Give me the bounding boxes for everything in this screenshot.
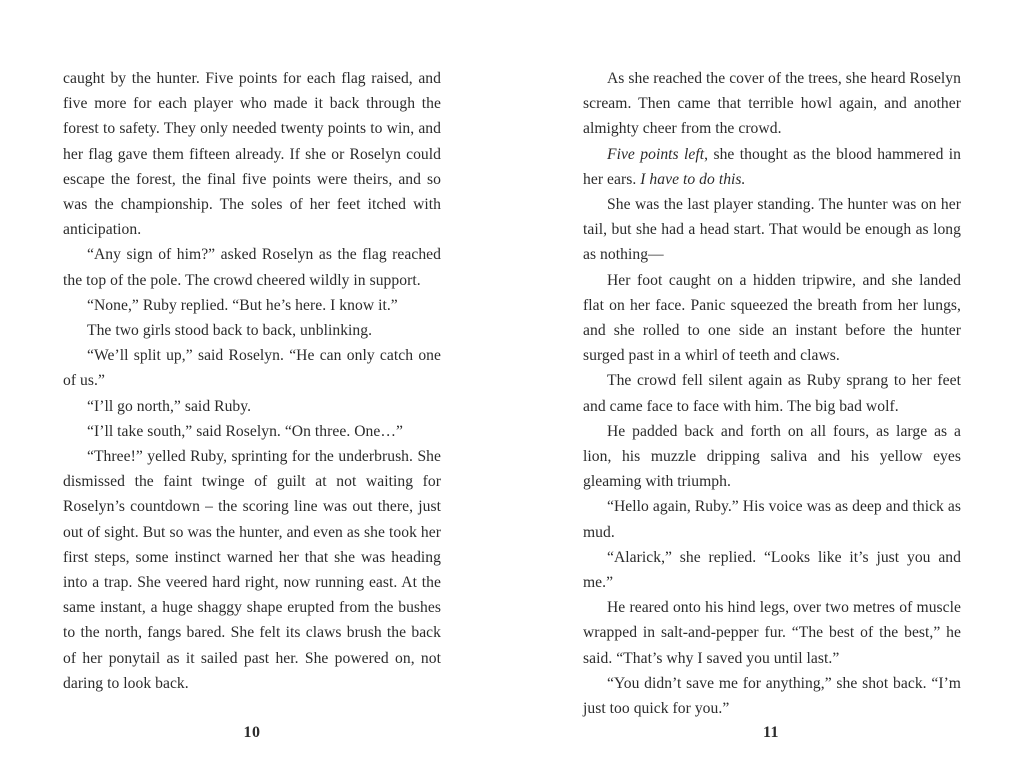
paragraph: caught by the hunter. Five points for each flag raised, and five more for each player who made it back through the forest to safety. They only needed twenty points to win, and her flag gave them fifteen already. If she or Roselyn could escape the forest, the final five points were theirs, and so was the championship. The soles of her feet itched with anticipation. — [63, 70, 441, 239]
paragraph: “Hello again, Ruby.” His voice was as deep and thick as mud. — [583, 498, 961, 541]
paragraph: “I’ll go north,” said Ruby. — [87, 397, 252, 415]
paragraph: “You didn’t save me for anything,” she shot back. “I’m just too quick for you.” — [583, 674, 961, 718]
italic-thought: to do this. — [683, 170, 746, 188]
paragraph: “None,” Ruby replied. “But he’s here. I know it.” — [87, 296, 398, 314]
paragraph: He reared onto his hind legs, over two metres of muscle wrapped in salt-and-pepper fur. “The best of the best,” he said. “That’s why I saved you until last.” — [583, 599, 961, 667]
paragraph — [583, 142, 961, 192]
paragraph-text: , she thought as the blood hammered in her ears. — [583, 145, 961, 188]
paragraph: Her foot caught on a hidden tripwire, and she landed flat on her face. Panic squeezed the breath from her lungs, and she rolled to one side an instant before the hunter surged past in a whirl of teeth and claws. — [583, 271, 961, 365]
paragraph: “We’ll split up,” said Roselyn. “He can only catch one of us.” — [63, 347, 441, 390]
paragraph: He padded back and forth on all fours, as large as a lion, his muzzle dripping saliva and his yellow eyes gleaming with triumph. — [583, 422, 961, 491]
paragraph: “I’ll take south,” said Roselyn. “On three. One…” — [87, 422, 403, 440]
paragraph: “Alarick,” she replied. “Looks like it’s just you and me.” — [583, 548, 961, 592]
paragraph: As she reached the cover of the trees, she heard Roselyn scream. Then came that terrible howl again, and another almighty cheer from the crowd. — [583, 70, 961, 138]
left-page-text — [63, 66, 441, 696]
paragraph: The crowd fell silent again as Ruby sprang to her feet and came face to face with him. The big bad wolf. — [583, 372, 961, 415]
paragraph: The two girls stood back to back, unblinking. — [87, 322, 373, 340]
page-number: 10 — [243, 724, 261, 741]
italic-thought: Five points left — [607, 145, 705, 163]
page-number: 11 — [762, 724, 780, 741]
paragraph: “Three!” yelled Ruby, sprinting for the underbrush. She dismissed the faint twinge of guilt at not waiting for Roselyn’s countdown – the scoring line was out there, just out of sight. But so was the hunter, and even as she took her first steps, some instinct warned her that she was heading into a trap. She veered hard right, now running east. At the same instant, a huge shaggy shape erupted from the bushes to the north, fangs bared. She felt its claws brush the back of her ponytail as it sailed past her. She powered on, not daring to look back. — [63, 448, 441, 692]
paragraph: She was the last player standing. The hunter was on her tail, but she had a head start. That would be enough as long as nothing— — [583, 196, 961, 264]
italic-thought: I have — [640, 170, 680, 188]
paragraph: “Any sign of him?” asked Roselyn as the flag reached the top of the pole. The crowd cheered wildly in support. — [63, 246, 441, 289]
right-page — [512, 0, 1024, 780]
right-page-text — [583, 66, 961, 721]
